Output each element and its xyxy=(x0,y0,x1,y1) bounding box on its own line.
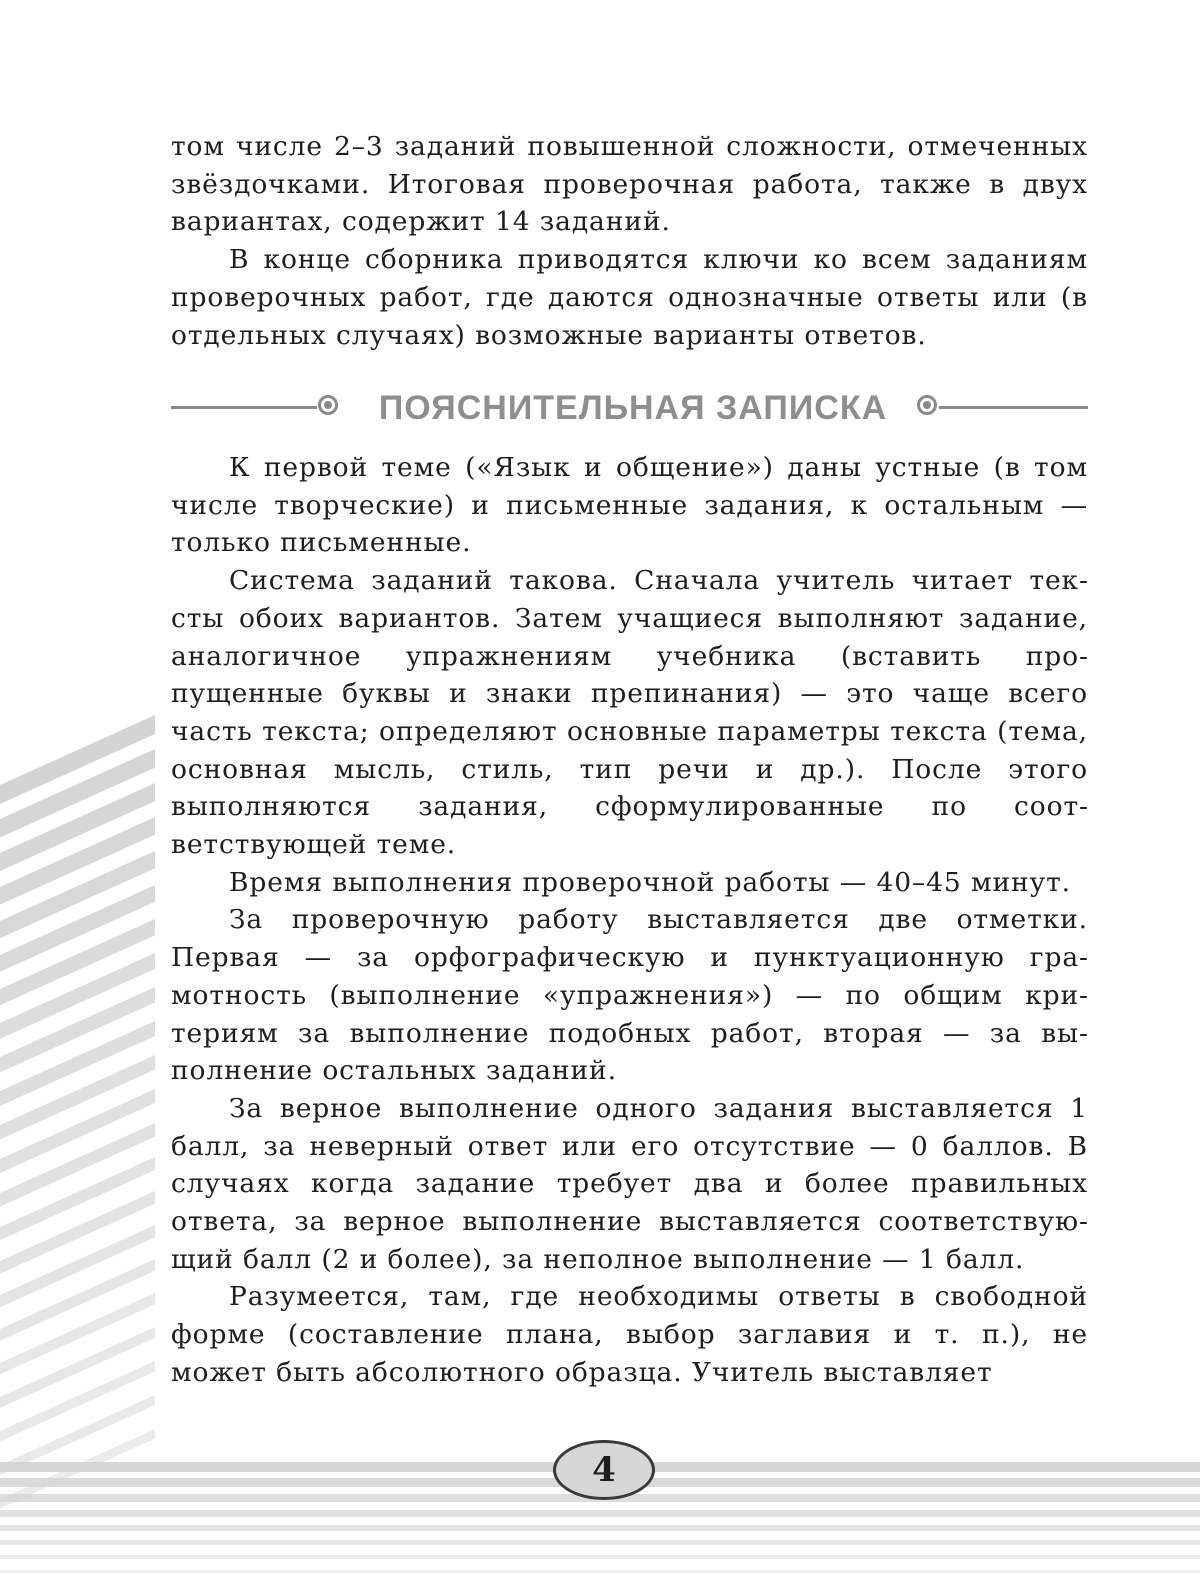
paragraph: Время выполнения проверочной работы — 40–45 минут. xyxy=(229,866,1071,898)
paragraph: За верное выполнение одного задания выставляется 1 балл, за неверный ответ или его отсутствие — 0 баллов. В случаях когда задание требует два и более правильных ответа, за верное выполнение выставляется соответствующий балл (2 и более), за неполное выполнение — 1 балл. xyxy=(171,1092,1088,1275)
paragraph: том числе 2–3 заданий повышенной сложности, отмеченных звёздочками. Итоговая проверочная работа, также в двух вариантах, содержит 14 заданий. xyxy=(171,131,1088,238)
paragraph: Система заданий такова. Сначала учитель читает тексты обоих вариантов. Затем учащиеся выполняют задание, аналогичное упражнениям учебника (вставить пропущенные буквы и знаки препинания) — это чаще всего часть текста; определяют основные параметры текста (тема, основная мысль, стиль, тип речи и др.). После этого выполняются задания, сформулированные по соответствующей теме. xyxy=(171,565,1088,861)
bottom-stripe xyxy=(0,1540,1200,1545)
bullet-icon xyxy=(917,395,937,415)
explanatory-note-text xyxy=(171,449,1088,1392)
page-number: 4 xyxy=(592,1450,616,1490)
intro-text xyxy=(171,128,1088,354)
paragraph: В конце сборника приводятся ключи ко всем заданиям проверочных работ, где даются однозначные ответы или (в отдельных случаях) возможные варианты ответов. xyxy=(171,244,1088,351)
heading-rule-left xyxy=(171,406,317,409)
paragraph: За проверочную работу выставляется две отметки. Первая — за орфографическую и пунктуационную грамотность (выполнение «упражнения») — по общим критериям за выполнение подобных работ, вторая — за выполнение остальных заданий. xyxy=(171,904,1088,1087)
bottom-stripe xyxy=(0,1555,1200,1559)
page-number-badge xyxy=(553,1440,655,1500)
bottom-stripe xyxy=(0,1570,1200,1573)
bottom-stripe xyxy=(0,1510,1200,1517)
heading-rule-right xyxy=(939,406,1088,409)
section-title: ПОЯСНИТЕЛЬНАЯ ЗАПИСКА xyxy=(378,389,888,427)
bullet-icon xyxy=(318,395,338,415)
section-heading xyxy=(171,384,1088,432)
paragraph: Разумеется, там, где необходимы ответы в свободной форме (составление плана, выбор заглавия и т. п.), не может быть абсолютного образца. Учитель выставляет xyxy=(171,1281,1088,1388)
paragraph: К первой теме («Язык и общение») даны устные (в том числе творческие) и письменные задания, к остальным — только письменные. xyxy=(171,452,1088,559)
diagonal-stripe xyxy=(0,1361,155,1441)
bottom-stripe xyxy=(0,1525,1200,1531)
